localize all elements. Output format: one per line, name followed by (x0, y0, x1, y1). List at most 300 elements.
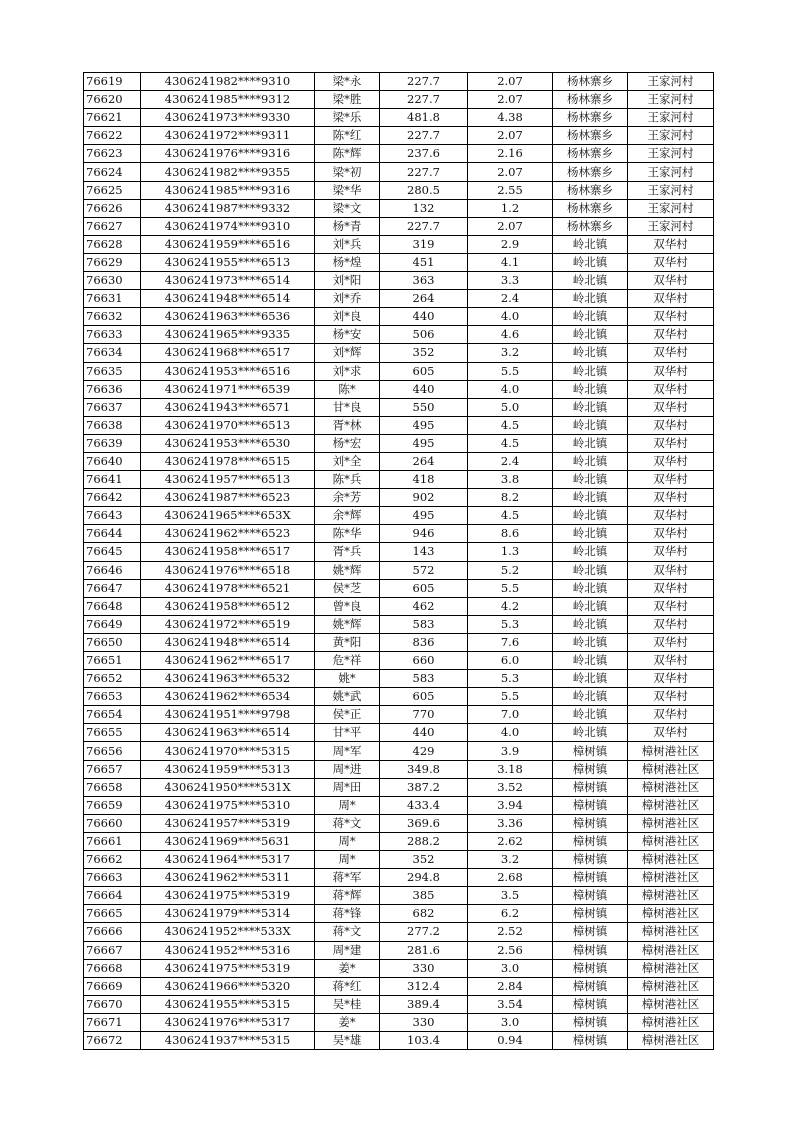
cell-amount: 440 (380, 380, 468, 398)
cell-name: 陈*辉 (315, 145, 380, 163)
table-row (84, 579, 714, 597)
cell-serial-number: 76645 (84, 543, 141, 561)
cell-amount: 264 (380, 452, 468, 470)
cell-id-number: 4306241959****6516 (141, 235, 315, 253)
table-row (84, 145, 714, 163)
cell-area: 2.62 (468, 832, 553, 850)
cell-amount: 352 (380, 344, 468, 362)
cell-township: 岭北镇 (553, 452, 628, 470)
cell-name: 刘*求 (315, 362, 380, 380)
cell-serial-number: 76639 (84, 434, 141, 452)
cell-name: 周*军 (315, 742, 380, 760)
cell-area: 2.07 (468, 217, 553, 235)
cell-township: 岭北镇 (553, 688, 628, 706)
cell-area: 3.2 (468, 851, 553, 869)
cell-township: 岭北镇 (553, 507, 628, 525)
cell-serial-number: 76623 (84, 145, 141, 163)
cell-village: 樟树港社区 (628, 941, 714, 959)
cell-amount: 363 (380, 272, 468, 290)
cell-amount: 451 (380, 253, 468, 271)
cell-serial-number: 76658 (84, 778, 141, 796)
table-row (84, 507, 714, 525)
cell-serial-number: 76624 (84, 163, 141, 181)
cell-village: 樟树港社区 (628, 869, 714, 887)
cell-village: 双华村 (628, 308, 714, 326)
cell-area: 4.0 (468, 724, 553, 742)
cell-village: 王家河村 (628, 181, 714, 199)
cell-id-number: 4306241965****653X (141, 507, 315, 525)
table-row (84, 995, 714, 1013)
cell-township: 岭北镇 (553, 543, 628, 561)
cell-serial-number: 76643 (84, 507, 141, 525)
cell-village: 双华村 (628, 326, 714, 344)
cell-township: 樟树镇 (553, 742, 628, 760)
cell-amount: 550 (380, 398, 468, 416)
cell-area: 2.07 (468, 163, 553, 181)
cell-village: 双华村 (628, 543, 714, 561)
cell-id-number: 4306241937****5315 (141, 1031, 315, 1049)
cell-area: 2.16 (468, 145, 553, 163)
cell-area: 2.4 (468, 452, 553, 470)
cell-township: 杨林寨乡 (553, 163, 628, 181)
cell-id-number: 4306241952****533X (141, 923, 315, 941)
cell-area: 3.18 (468, 760, 553, 778)
table-row (84, 91, 714, 109)
cell-village: 双华村 (628, 362, 714, 380)
cell-name: 刘*良 (315, 308, 380, 326)
cell-name: 姚*辉 (315, 561, 380, 579)
cell-township: 樟树镇 (553, 1031, 628, 1049)
cell-amount: 227.7 (380, 163, 468, 181)
cell-name: 侯*正 (315, 706, 380, 724)
cell-area: 3.8 (468, 471, 553, 489)
cell-name: 梁*初 (315, 163, 380, 181)
cell-id-number: 4306241943****6571 (141, 398, 315, 416)
cell-township: 杨林寨乡 (553, 73, 628, 91)
cell-name: 周*田 (315, 778, 380, 796)
cell-village: 双华村 (628, 706, 714, 724)
cell-serial-number: 76667 (84, 941, 141, 959)
cell-area: 3.0 (468, 1013, 553, 1031)
cell-area: 2.07 (468, 91, 553, 109)
cell-area: 4.6 (468, 326, 553, 344)
cell-id-number: 4306241963****6514 (141, 724, 315, 742)
cell-township: 樟树镇 (553, 778, 628, 796)
cell-township: 杨林寨乡 (553, 199, 628, 217)
cell-amount: 660 (380, 652, 468, 670)
cell-id-number: 4306241965****9335 (141, 326, 315, 344)
cell-id-number: 4306241985****9312 (141, 91, 315, 109)
table-row (84, 326, 714, 344)
cell-id-number: 4306241963****6536 (141, 308, 315, 326)
cell-serial-number: 76666 (84, 923, 141, 941)
cell-amount: 462 (380, 597, 468, 615)
cell-township: 岭北镇 (553, 670, 628, 688)
table-row (84, 923, 714, 941)
cell-village: 王家河村 (628, 145, 714, 163)
cell-village: 双华村 (628, 471, 714, 489)
cell-village: 樟树港社区 (628, 832, 714, 850)
cell-township: 杨林寨乡 (553, 91, 628, 109)
cell-name: 曾*良 (315, 597, 380, 615)
cell-name: 梁*胜 (315, 91, 380, 109)
cell-village: 双华村 (628, 253, 714, 271)
table-row (84, 941, 714, 959)
cell-village: 双华村 (628, 615, 714, 633)
cell-township: 樟树镇 (553, 905, 628, 923)
cell-name: 甘*良 (315, 398, 380, 416)
cell-id-number: 4306241978****6521 (141, 579, 315, 597)
cell-township: 樟树镇 (553, 851, 628, 869)
cell-name: 吴*雄 (315, 1031, 380, 1049)
cell-amount: 836 (380, 633, 468, 651)
cell-amount: 227.7 (380, 217, 468, 235)
cell-village: 王家河村 (628, 127, 714, 145)
table-row (84, 615, 714, 633)
cell-area: 5.5 (468, 579, 553, 597)
cell-township: 樟树镇 (553, 832, 628, 850)
cell-township: 岭北镇 (553, 561, 628, 579)
cell-name: 危*祥 (315, 652, 380, 670)
cell-township: 岭北镇 (553, 344, 628, 362)
cell-serial-number: 76664 (84, 887, 141, 905)
cell-amount: 312.4 (380, 977, 468, 995)
table-row (84, 543, 714, 561)
cell-amount: 281.6 (380, 941, 468, 959)
cell-village: 双华村 (628, 724, 714, 742)
table-row (84, 688, 714, 706)
cell-area: 8.2 (468, 489, 553, 507)
cell-id-number: 4306241976****9316 (141, 145, 315, 163)
cell-township: 岭北镇 (553, 416, 628, 434)
cell-township: 杨林寨乡 (553, 145, 628, 163)
table-row (84, 832, 714, 850)
cell-amount: 264 (380, 290, 468, 308)
cell-area: 3.94 (468, 796, 553, 814)
cell-village: 双华村 (628, 507, 714, 525)
cell-serial-number: 76641 (84, 471, 141, 489)
cell-serial-number: 76656 (84, 742, 141, 760)
cell-serial-number: 76637 (84, 398, 141, 416)
cell-township: 岭北镇 (553, 525, 628, 543)
cell-amount: 288.2 (380, 832, 468, 850)
cell-area: 4.0 (468, 308, 553, 326)
cell-township: 岭北镇 (553, 633, 628, 651)
cell-area: 5.5 (468, 362, 553, 380)
table-row (84, 199, 714, 217)
table-row (84, 633, 714, 651)
cell-name: 蒋*锋 (315, 905, 380, 923)
cell-area: 4.0 (468, 380, 553, 398)
cell-village: 王家河村 (628, 199, 714, 217)
cell-township: 樟树镇 (553, 995, 628, 1013)
cell-serial-number: 76635 (84, 362, 141, 380)
cell-township: 岭北镇 (553, 471, 628, 489)
cell-amount: 605 (380, 688, 468, 706)
cell-id-number: 4306241976****5317 (141, 1013, 315, 1031)
cell-township: 樟树镇 (553, 869, 628, 887)
cell-id-number: 4306241948****6514 (141, 633, 315, 651)
cell-serial-number: 76634 (84, 344, 141, 362)
cell-township: 岭北镇 (553, 326, 628, 344)
table-row (84, 905, 714, 923)
cell-serial-number: 76654 (84, 706, 141, 724)
cell-amount: 770 (380, 706, 468, 724)
cell-name: 蒋*文 (315, 923, 380, 941)
cell-area: 2.55 (468, 181, 553, 199)
cell-amount: 132 (380, 199, 468, 217)
cell-id-number: 4306241975****5319 (141, 959, 315, 977)
cell-id-number: 4306241953****6516 (141, 362, 315, 380)
table-row (84, 272, 714, 290)
cell-id-number: 4306241962****6534 (141, 688, 315, 706)
cell-amount: 294.8 (380, 869, 468, 887)
cell-name: 陈*华 (315, 525, 380, 543)
cell-village: 樟树港社区 (628, 742, 714, 760)
cell-amount: 433.4 (380, 796, 468, 814)
cell-area: 1.3 (468, 543, 553, 561)
cell-area: 3.2 (468, 344, 553, 362)
cell-serial-number: 76647 (84, 579, 141, 597)
table-row (84, 109, 714, 127)
cell-village: 双华村 (628, 670, 714, 688)
cell-village: 王家河村 (628, 109, 714, 127)
cell-name: 胥*林 (315, 416, 380, 434)
table-row (84, 525, 714, 543)
cell-area: 3.52 (468, 778, 553, 796)
table-row (84, 1013, 714, 1031)
cell-village: 双华村 (628, 688, 714, 706)
cell-id-number: 4306241982****9355 (141, 163, 315, 181)
table-row (84, 434, 714, 452)
table-row (84, 344, 714, 362)
cell-serial-number: 76663 (84, 869, 141, 887)
table-row (84, 181, 714, 199)
cell-amount: 583 (380, 670, 468, 688)
cell-amount: 440 (380, 308, 468, 326)
cell-name: 胥*兵 (315, 543, 380, 561)
cell-village: 樟树港社区 (628, 995, 714, 1013)
cell-amount: 387.2 (380, 778, 468, 796)
cell-township: 岭北镇 (553, 579, 628, 597)
cell-village: 樟树港社区 (628, 887, 714, 905)
cell-village: 王家河村 (628, 73, 714, 91)
table-row (84, 362, 714, 380)
cell-area: 0.94 (468, 1031, 553, 1049)
cell-amount: 572 (380, 561, 468, 579)
cell-township: 樟树镇 (553, 1013, 628, 1031)
cell-area: 4.2 (468, 597, 553, 615)
cell-village: 王家河村 (628, 163, 714, 181)
table-row (84, 597, 714, 615)
cell-village: 双华村 (628, 452, 714, 470)
cell-village: 双华村 (628, 489, 714, 507)
cell-id-number: 4306241948****6514 (141, 290, 315, 308)
cell-id-number: 4306241957****6513 (141, 471, 315, 489)
cell-area: 1.2 (468, 199, 553, 217)
cell-serial-number: 76627 (84, 217, 141, 235)
cell-township: 岭北镇 (553, 362, 628, 380)
cell-serial-number: 76630 (84, 272, 141, 290)
cell-amount: 506 (380, 326, 468, 344)
cell-id-number: 4306241952****5316 (141, 941, 315, 959)
table-row (84, 959, 714, 977)
cell-township: 樟树镇 (553, 796, 628, 814)
cell-serial-number: 76631 (84, 290, 141, 308)
cell-area: 5.3 (468, 615, 553, 633)
table-row (84, 796, 714, 814)
cell-amount: 143 (380, 543, 468, 561)
table-row (84, 380, 714, 398)
cell-village: 樟树港社区 (628, 796, 714, 814)
cell-amount: 227.7 (380, 127, 468, 145)
table-row (84, 724, 714, 742)
cell-id-number: 4306241963****6532 (141, 670, 315, 688)
cell-serial-number: 76657 (84, 760, 141, 778)
cell-township: 樟树镇 (553, 959, 628, 977)
cell-village: 樟树港社区 (628, 923, 714, 941)
cell-name: 梁*文 (315, 199, 380, 217)
cell-area: 6.2 (468, 905, 553, 923)
cell-serial-number: 76636 (84, 380, 141, 398)
cell-area: 5.2 (468, 561, 553, 579)
cell-amount: 385 (380, 887, 468, 905)
cell-area: 7.6 (468, 633, 553, 651)
cell-name: 梁*永 (315, 73, 380, 91)
cell-name: 余*芳 (315, 489, 380, 507)
cell-village: 樟树港社区 (628, 778, 714, 796)
cell-id-number: 4306241972****6519 (141, 615, 315, 633)
cell-name: 吴*桂 (315, 995, 380, 1013)
table-row (84, 73, 714, 91)
cell-name: 姚*武 (315, 688, 380, 706)
cell-id-number: 4306241973****9330 (141, 109, 315, 127)
cell-id-number: 4306241987****6523 (141, 489, 315, 507)
cell-serial-number: 76660 (84, 814, 141, 832)
table-row (84, 127, 714, 145)
cell-township: 岭北镇 (553, 380, 628, 398)
table-row (84, 163, 714, 181)
cell-village: 双华村 (628, 525, 714, 543)
table-row (84, 308, 714, 326)
cell-amount: 682 (380, 905, 468, 923)
cell-serial-number: 76648 (84, 597, 141, 615)
cell-serial-number: 76646 (84, 561, 141, 579)
cell-serial-number: 76655 (84, 724, 141, 742)
cell-amount: 277.2 (380, 923, 468, 941)
cell-id-number: 4306241955****6513 (141, 253, 315, 271)
cell-area: 3.0 (468, 959, 553, 977)
cell-township: 岭北镇 (553, 398, 628, 416)
cell-id-number: 4306241959****5313 (141, 760, 315, 778)
cell-village: 樟树港社区 (628, 760, 714, 778)
cell-name: 蒋*辉 (315, 887, 380, 905)
cell-serial-number: 76650 (84, 633, 141, 651)
cell-id-number: 4306241966****5320 (141, 977, 315, 995)
cell-area: 4.5 (468, 434, 553, 452)
cell-id-number: 4306241971****6539 (141, 380, 315, 398)
cell-serial-number: 76620 (84, 91, 141, 109)
cell-id-number: 4306241955****5315 (141, 995, 315, 1013)
cell-id-number: 4306241975****5319 (141, 887, 315, 905)
cell-name: 周*进 (315, 760, 380, 778)
table-row (84, 235, 714, 253)
cell-amount: 605 (380, 362, 468, 380)
cell-id-number: 4306241962****5311 (141, 869, 315, 887)
cell-serial-number: 76653 (84, 688, 141, 706)
cell-serial-number: 76638 (84, 416, 141, 434)
cell-township: 杨林寨乡 (553, 217, 628, 235)
cell-township: 岭北镇 (553, 489, 628, 507)
cell-township: 樟树镇 (553, 977, 628, 995)
table-row (84, 652, 714, 670)
cell-area: 3.5 (468, 887, 553, 905)
cell-village: 双华村 (628, 235, 714, 253)
cell-township: 岭北镇 (553, 615, 628, 633)
cell-amount: 495 (380, 416, 468, 434)
cell-id-number: 4306241982****9310 (141, 73, 315, 91)
cell-village: 双华村 (628, 561, 714, 579)
cell-serial-number: 76649 (84, 615, 141, 633)
cell-village: 樟树港社区 (628, 959, 714, 977)
cell-village: 双华村 (628, 344, 714, 362)
cell-township: 樟树镇 (553, 887, 628, 905)
table-row (84, 217, 714, 235)
cell-area: 3.36 (468, 814, 553, 832)
cell-name: 杨*青 (315, 217, 380, 235)
cell-township: 岭北镇 (553, 290, 628, 308)
cell-id-number: 4306241985****9316 (141, 181, 315, 199)
cell-serial-number: 76632 (84, 308, 141, 326)
cell-area: 4.38 (468, 109, 553, 127)
cell-village: 双华村 (628, 272, 714, 290)
cell-area: 5.3 (468, 670, 553, 688)
cell-area: 2.52 (468, 923, 553, 941)
cell-area: 3.3 (468, 272, 553, 290)
cell-area: 7.0 (468, 706, 553, 724)
cell-amount: 319 (380, 235, 468, 253)
cell-name: 刘*全 (315, 452, 380, 470)
cell-township: 岭北镇 (553, 235, 628, 253)
cell-area: 4.5 (468, 416, 553, 434)
cell-id-number: 4306241962****6517 (141, 652, 315, 670)
cell-amount: 605 (380, 579, 468, 597)
cell-amount: 389.4 (380, 995, 468, 1013)
table-row (84, 778, 714, 796)
cell-township: 岭北镇 (553, 597, 628, 615)
table-row (84, 869, 714, 887)
cell-amount: 902 (380, 489, 468, 507)
cell-village: 樟树港社区 (628, 1013, 714, 1031)
cell-name: 刘*阳 (315, 272, 380, 290)
cell-id-number: 4306241976****6518 (141, 561, 315, 579)
cell-amount: 946 (380, 525, 468, 543)
cell-village: 樟树港社区 (628, 905, 714, 923)
cell-area: 2.4 (468, 290, 553, 308)
cell-name: 刘*辉 (315, 344, 380, 362)
table-row (84, 416, 714, 434)
cell-amount: 330 (380, 1013, 468, 1031)
cell-amount: 495 (380, 434, 468, 452)
cell-serial-number: 76665 (84, 905, 141, 923)
cell-amount: 227.7 (380, 73, 468, 91)
table-row (84, 977, 714, 995)
cell-name: 姜* (315, 959, 380, 977)
cell-name: 陈* (315, 380, 380, 398)
cell-serial-number: 76644 (84, 525, 141, 543)
table-row (84, 760, 714, 778)
cell-id-number: 4306241950****531X (141, 778, 315, 796)
